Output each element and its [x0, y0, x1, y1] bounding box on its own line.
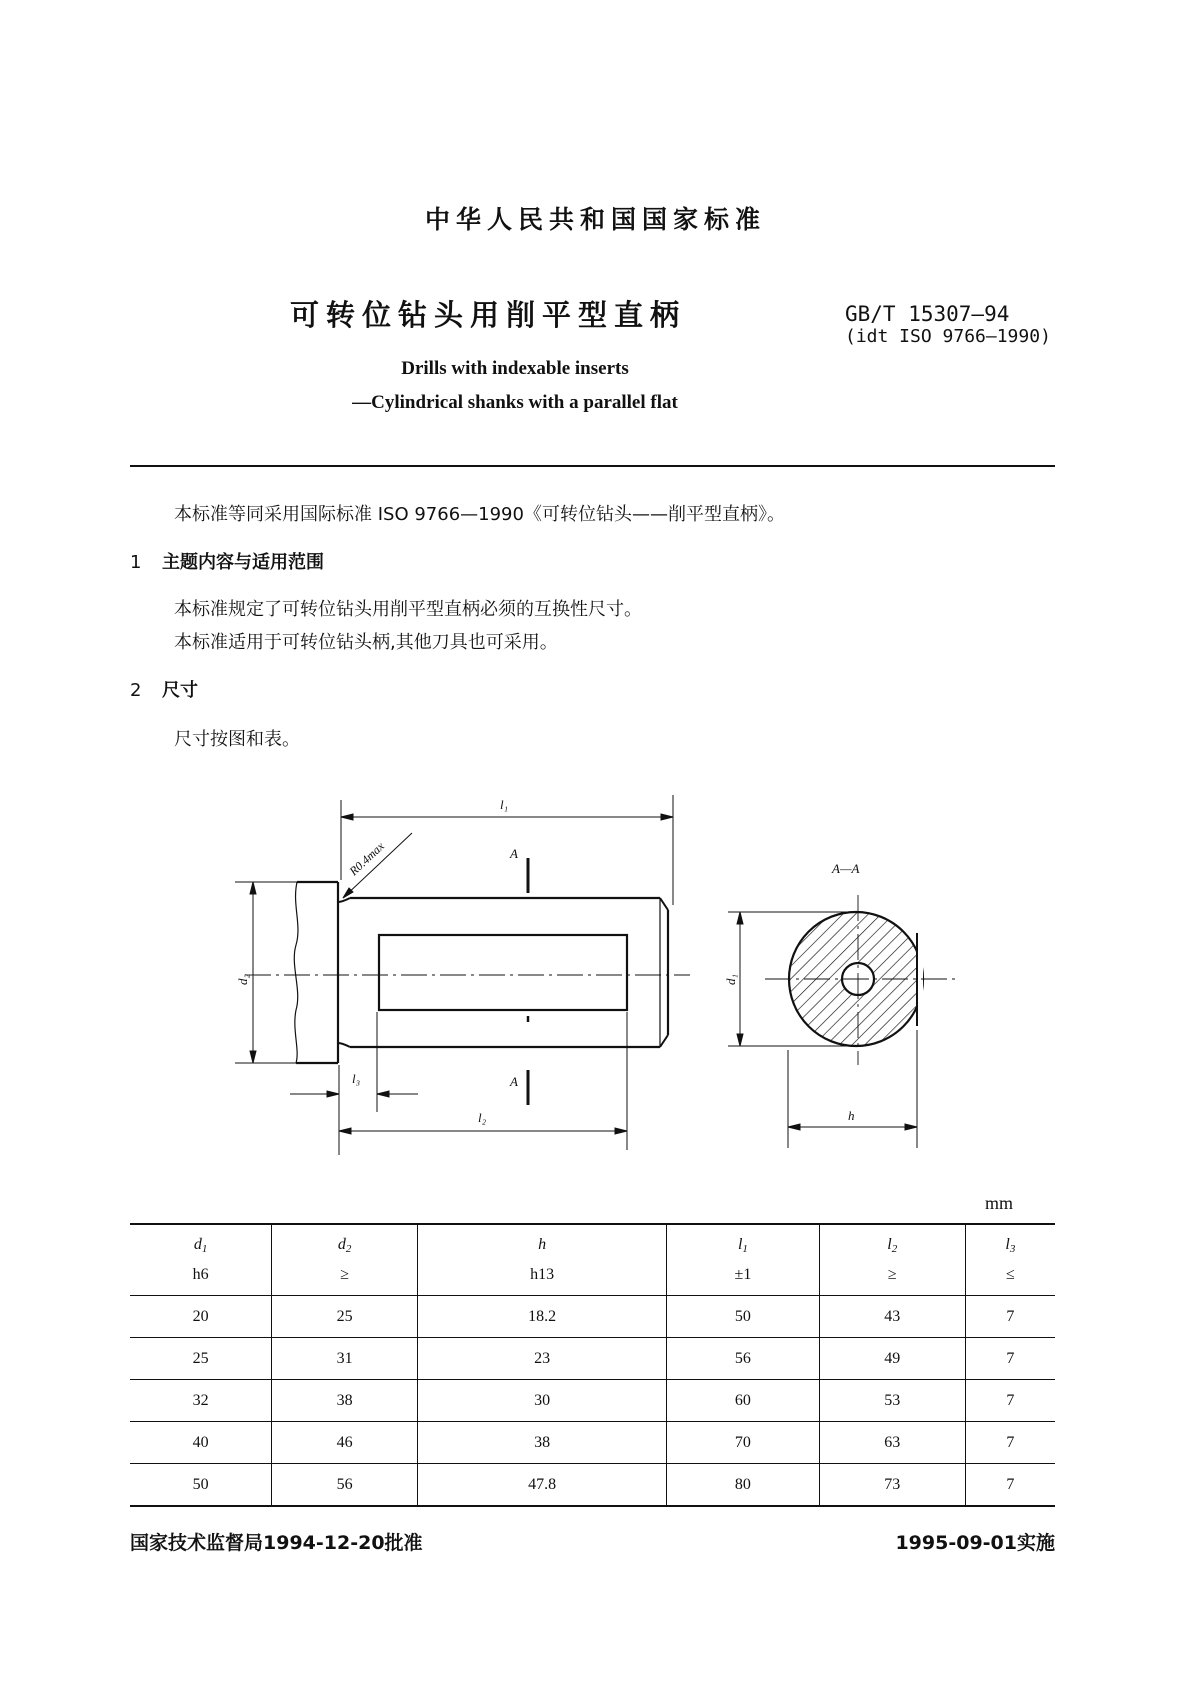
table-cell: 53 [819, 1380, 965, 1422]
header-l2: $l_2$ ≥ [819, 1224, 965, 1296]
document-title-en-line1: Drills with indexable inserts [401, 358, 629, 379]
identical-standard-ref: (idt ISO 9766—1990) [845, 326, 1051, 347]
table-cell: 20 [130, 1296, 272, 1338]
table-row [130, 1338, 1055, 1380]
table-cell: 18.2 [418, 1296, 667, 1338]
document-title-cn: 可转位钻头用削平型直柄 [290, 298, 687, 332]
table-cell: 73 [819, 1464, 965, 1507]
header-l1: $l_1$ ±1 [667, 1224, 820, 1296]
label-d1: d₁ [723, 973, 738, 985]
table-cell: 50 [192, 1475, 209, 1493]
section-1-paragraph-2: 本标准适用于可转位钻头柄,其他刀具也可采用。 [174, 632, 558, 653]
table-row [130, 1464, 1055, 1507]
section-2-paragraph: 尺寸按图和表。 [174, 729, 300, 750]
label-a-bottom: A [510, 1074, 518, 1089]
side-view [245, 858, 690, 1105]
table-cell: 43 [819, 1296, 965, 1338]
table-cell: 25 [130, 1338, 272, 1380]
table-cell: 46 [272, 1422, 418, 1464]
table-cell: 56 [272, 1464, 418, 1507]
table-cell: 7 [965, 1464, 1055, 1507]
label-l3: l₃ [352, 1071, 361, 1086]
standard-code: GB/T 15307—94 [845, 302, 1010, 326]
section-1-title: 主题内容与适用范围 [162, 552, 324, 573]
table-cell: 47.8 [418, 1464, 667, 1507]
approval-date: 国家技术监督局1994-12-20批准 [130, 1532, 423, 1554]
label-l1: l₁ [500, 797, 509, 812]
table-unit: mm [985, 1193, 1014, 1213]
section-2-title: 尺寸 [162, 680, 198, 701]
table-cell: 49 [819, 1338, 965, 1380]
section-1-paragraph-1: 本标准规定了可转位钻头用削平型直柄必须的互换性尺寸。 [174, 599, 642, 620]
table-cell: 7 [965, 1422, 1055, 1464]
intro-paragraph: 本标准等同采用国际标准 ISO 9766—1990《可转位钻头——削平型直柄》。 [174, 504, 785, 525]
label-h: h [848, 1108, 855, 1123]
table-cell: 23 [418, 1338, 667, 1380]
table-cell: 63 [819, 1422, 965, 1464]
table-cell: 25 [272, 1296, 418, 1338]
table-cell: 31 [272, 1338, 418, 1380]
table-cell: 32 [130, 1380, 272, 1422]
table-cell: 40 [130, 1422, 272, 1464]
table-cell: 38 [418, 1422, 667, 1464]
section-view [765, 895, 955, 1065]
header-d1: $d_1$ h6 [130, 1224, 272, 1296]
section-2-number: 2 [130, 680, 142, 701]
table-cell: 80 [667, 1464, 820, 1507]
table-cell: 50 [667, 1296, 820, 1338]
header-l3: $l_3$ ≤ [965, 1224, 1055, 1296]
document-title-en-line2: —Cylindrical shanks with a parallel flat [352, 392, 678, 413]
table-row [130, 1422, 1055, 1464]
header-d2: $d_2$ ≥ [272, 1224, 418, 1296]
label-d2: d₂ [235, 973, 250, 985]
label-section-aa: A—A [832, 861, 860, 876]
table-cell: 7 [965, 1380, 1055, 1422]
table-cell: 38 [272, 1380, 418, 1422]
label-radius: R0.4max [346, 839, 388, 879]
table-cell: 7 [965, 1338, 1055, 1380]
table-row [130, 1296, 1055, 1338]
header-h: h h13 [418, 1224, 667, 1296]
table-cell: 56 [667, 1338, 820, 1380]
table-cell: 30 [418, 1380, 667, 1422]
table-cell: 70 [667, 1422, 820, 1464]
section-1-number: 1 [130, 552, 142, 573]
table-row [130, 1380, 1055, 1422]
effective-date: 1995-09-01实施 [895, 1532, 1055, 1554]
dimensions-table [130, 1223, 1055, 1507]
table-cell: 7 [965, 1296, 1055, 1338]
label-l2: l₂ [478, 1110, 487, 1125]
label-a-top: A [510, 846, 518, 861]
table-header-row [130, 1224, 1055, 1296]
table-cell: 60 [667, 1380, 820, 1422]
national-standard-heading: 中华人民共和国国家标准 [424, 205, 766, 234]
